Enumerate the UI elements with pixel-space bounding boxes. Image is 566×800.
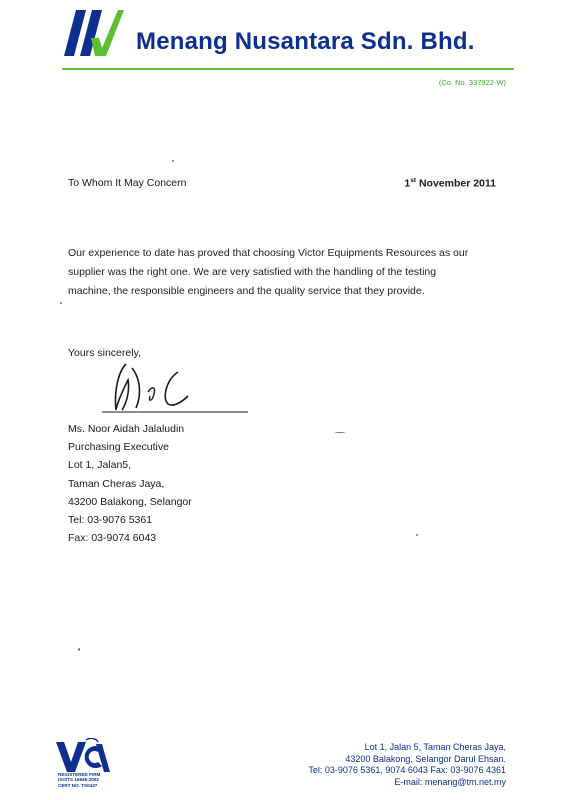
date-suffix: st bbox=[410, 177, 417, 184]
sender-block bbox=[68, 420, 192, 547]
scan-speck bbox=[416, 534, 418, 536]
cert-line: REGISTERED FIRM bbox=[58, 772, 101, 777]
closing-line: Yours sincerely, bbox=[68, 347, 141, 359]
date-day: 1 bbox=[404, 177, 411, 190]
body-line: Our experience to date has proved that choosing Victor Equipments Resources as our bbox=[68, 247, 469, 259]
body-line: machine, the responsible engineers and the quality service that they provide. bbox=[68, 285, 425, 297]
sender-address-line: Taman Cheras Jaya, bbox=[68, 477, 165, 490]
signature-icon bbox=[96, 358, 256, 420]
sender-address-line: Lot 1, Jalan5, bbox=[68, 459, 132, 472]
letter-body bbox=[68, 244, 488, 301]
sender-address-line: 43200 Balakong, Selangor bbox=[68, 495, 192, 508]
sender-name: Ms. Noor Aidah Jalaludin bbox=[68, 423, 185, 435]
cert-line: ISO/TS 16949:2002 bbox=[58, 777, 99, 783]
vca-certification-logo-icon bbox=[56, 738, 110, 774]
body-line: supplier was the right one. We are very satisfied with the handling of the testing bbox=[68, 266, 437, 278]
sender-title: Purchasing Executive bbox=[68, 441, 169, 454]
letter-date bbox=[404, 177, 496, 190]
footer-email: E-mail: menang@tm.net.my bbox=[394, 776, 506, 787]
company-logo-icon bbox=[62, 10, 124, 56]
footer-contact-line: Tel: 03-9076 5361, 9074 6043 Fax: 03-9076 4361 bbox=[308, 765, 506, 775]
scan-speck bbox=[78, 648, 80, 651]
footer-address-line: 43200 Balakong, Selangor Darul Ehsan. bbox=[345, 753, 506, 764]
recipient-line: To Whom It May Concern bbox=[68, 177, 187, 189]
header-divider bbox=[62, 68, 514, 70]
company-name: Menang Nusantara Sdn. Bhd. bbox=[136, 28, 475, 55]
certification-text bbox=[58, 772, 100, 788]
cert-line: CERT NO. TS0437 bbox=[58, 782, 98, 788]
scan-speck bbox=[335, 432, 345, 433]
footer-address-line: Lot 1, Jalan 5, Taman Cheras Jaya, bbox=[364, 742, 506, 752]
date-month-year: November 2011 bbox=[416, 177, 496, 190]
company-registration-number: (Co. No. 337922-W) bbox=[438, 78, 506, 87]
sender-fax: Fax: 03-9074 6043 bbox=[68, 532, 157, 545]
scan-speck bbox=[172, 160, 174, 162]
sender-tel: Tel: 03-9076 5361 bbox=[68, 514, 153, 527]
scan-speck bbox=[60, 302, 62, 304]
footer-address bbox=[308, 742, 506, 788]
